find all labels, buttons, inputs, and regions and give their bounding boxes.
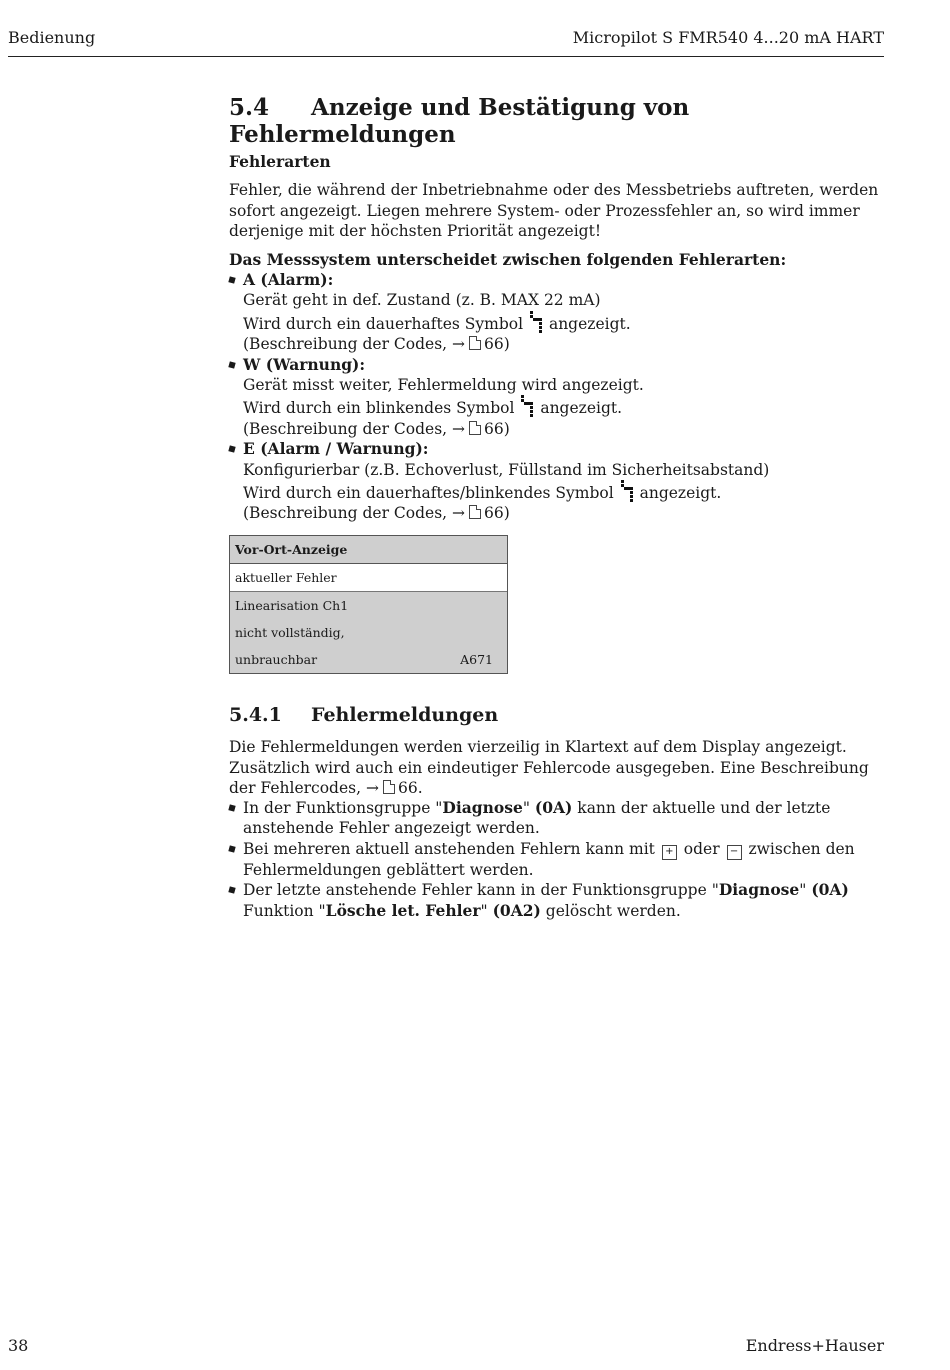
subsection-intro [229,737,884,799]
function-code: (0A2) [492,900,541,920]
text: Funktion " [243,901,326,920]
list-item [229,798,889,839]
display-line-4-text: unbrauchbar [235,652,318,667]
header-rule [8,56,884,57]
display-line-2: Linearisation Ch1 [235,598,349,613]
text: " [522,799,535,817]
function-group-name: Diagnose [442,798,523,817]
ref-page[interactable]: 66) [484,419,510,438]
arrow-icon: → [365,779,379,797]
ref-page[interactable]: 66. [397,779,423,797]
page-ref-icon [469,336,481,350]
fehlerart-line1: Gerät misst weiter, Fehlermeldung wird angezeigt. [243,376,644,395]
fehlerart-line2-end: angezeigt. [540,399,623,418]
error-symbol-icon [530,311,542,333]
function-group-name: Diagnose [718,880,800,900]
header-left: Bedienung [8,28,96,47]
fehlerart-ref [243,419,889,439]
subsection-intro-text: Die Fehlermeldungen werden vierzeilig in Klartext auf dem Display angezeigt. Zusätzlich wird auch ein eindeutiger Fehlercode ausgegeben. Eine Beschreibung der Fehlercodes, [229,738,869,797]
text: kann der aktuelle und der letzte anstehende Fehler angezeigt werden. [243,799,831,838]
page-ref-icon [469,505,481,519]
fehlerart-line2-end: angezeigt. [639,484,722,503]
display-line-1: aktueller Fehler [230,564,507,592]
fehlerart-warnung [229,355,889,440]
display-line-4 [230,646,507,673]
subsection-title: Fehlermeldungen [311,704,499,726]
fehlerart-line2-text: Wird durch ein dauerhaftes Symbol [243,314,524,333]
function-name: Lösche let. Fehler [325,900,481,920]
text: Bei mehreren aktuell anstehenden Fehlern kann mit [243,839,655,858]
ref-text: (Beschreibung der Codes, [243,504,448,523]
text: Der letzte anstehende Fehler kann in der Funktionsgruppe " [243,881,719,900]
function-group-code: (0A) [811,880,849,900]
bullet-icon [228,887,235,894]
section-heading [229,94,889,148]
text: oder [683,839,720,858]
function-group-code: (0A) [534,798,573,817]
error-symbol-icon [521,395,533,417]
list-item [229,880,889,921]
fehlerarten-lead: Das Messsystem unterscheidet zwischen folgenden Fehlerarten: [229,250,787,269]
fehlerart-title: W (Warnung): [243,354,366,374]
page-number: 38 [8,1336,29,1355]
bullet-icon [228,276,235,283]
fehlerart-line2-text: Wird durch ein dauerhaftes/blinkendes Symbol [243,484,614,503]
text: " [480,901,493,920]
arrow-icon: → [452,419,466,438]
display-error-code: A671 [460,652,493,667]
text: zwischen den Fehlermeldungen geblättert werden. [243,839,855,879]
fehlerart-line2-end: angezeigt. [548,314,631,333]
fehlerart-ref [243,503,889,523]
header-right: Micropilot S FMR540 4...20 mA HART [572,28,884,47]
subsection-heading [229,704,498,726]
arrow-icon: → [452,504,466,523]
bullet-icon [228,446,235,453]
bullet-icon [228,804,235,811]
fehlerart-alarm [229,270,889,355]
ref-page[interactable]: 66) [484,335,510,354]
fehlerart-line2-text: Wird durch ein blinkendes Symbol [243,399,515,418]
bullet-icon [228,361,235,368]
list-item [229,839,889,880]
ref-text: (Beschreibung der Codes, [243,335,448,354]
text: In der Funktionsgruppe " [243,799,443,817]
fehlerart-line1: Gerät geht in def. Zustand (z. B. MAX 22 mA) [243,291,601,310]
minus-key-icon: − [727,845,742,860]
fehlerarten-intro: Fehler, die während der Inbetriebnahme oder des Messbetriebs auftreten, werden sofort angezeigt. Liegen mehrere System- oder Prozessfehler an, so wird immer derjenige mit der höchsten Priorität angezeigt! [229,181,879,240]
ref-page[interactable]: 66) [484,504,510,523]
subsection-number: 5.4.1 [229,704,282,726]
page-ref-icon [469,421,481,435]
error-symbol-icon [621,480,633,502]
fehlerarten-list [229,270,889,524]
display-line-3: nicht vollständig, [235,625,345,640]
text: " [799,881,812,900]
fehlerart-ref [243,334,889,354]
page-ref-icon [383,780,395,794]
arrow-icon: → [452,335,466,354]
section-number: 5.4 [229,94,270,121]
fehlerart-line2 [243,311,889,334]
fehlerart-line1: Konfigurierbar (z.B. Echoverlust, Füllstand im Sicherheitsabstand) [243,460,770,479]
subsection-bullets [229,798,889,921]
brand-name: Endress+Hauser [745,1336,884,1355]
fehlerart-line2 [243,480,889,503]
fehlerart-title: A (Alarm): [243,270,334,289]
display-title: Vor-Ort-Anzeige [230,536,507,564]
section-title: Anzeige und Bestätigung von Fehlermeldungen [229,94,690,148]
text: gelöscht werden. [540,901,681,920]
fehlerart-title: E (Alarm / Warnung): [243,439,429,459]
local-display-panel [229,535,508,674]
fehlerarten-heading: Fehlerarten [229,152,331,171]
fehlerart-alarm-warnung [229,439,889,524]
plus-key-icon: + [662,845,677,860]
ref-text: (Beschreibung der Codes, [243,419,448,438]
fehlerart-line2 [243,395,889,418]
bullet-icon [228,845,235,852]
